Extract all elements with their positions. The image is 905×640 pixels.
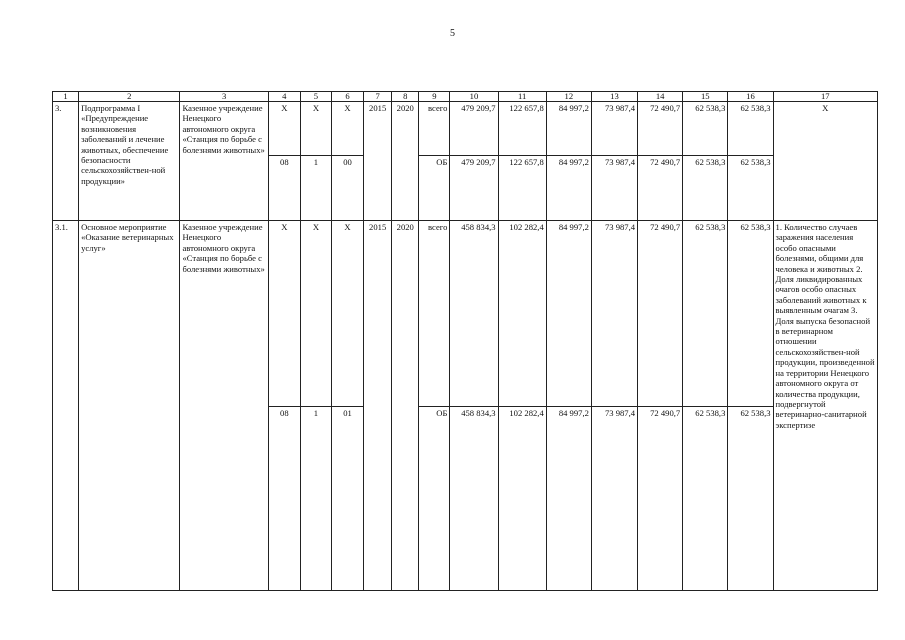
header-cell: 10 (450, 92, 498, 102)
header-cell: 2 (79, 92, 180, 102)
value-cell: 73 987,4 (591, 221, 637, 407)
value-cell: 73 987,4 (591, 102, 637, 156)
header-cell: 9 (419, 92, 450, 102)
value-cell: 72 490,7 (638, 156, 683, 221)
value-cell: 62 538,3 (728, 407, 773, 591)
row-number: 3. (53, 102, 79, 221)
code-cell: 1 (300, 156, 331, 221)
value-cell: 122 657,8 (498, 156, 546, 221)
program-name: Подпрограмма I «Предупреждение возникновения заболеваний и лечение животных, обеспечение безопасности сельскохозяйствен-ной продукции» (79, 102, 180, 221)
row-number: 3.1. (53, 221, 79, 591)
value-cell: 62 538,3 (728, 156, 773, 221)
header-cell: 5 (300, 92, 331, 102)
value-cell: 72 490,7 (638, 407, 683, 591)
value-cell: 458 834,3 (450, 221, 498, 407)
code-cell: X (300, 102, 331, 156)
code-cell: X (268, 221, 300, 407)
code-cell: 01 (331, 407, 363, 591)
value-cell: 122 657,8 (498, 102, 546, 156)
value-cell: 84 997,2 (546, 221, 591, 407)
source-cell: всего (419, 221, 450, 407)
header-cell: 4 (268, 92, 300, 102)
code-cell: X (300, 221, 331, 407)
code-cell: X (331, 102, 363, 156)
header-cell: 1 (53, 92, 79, 102)
value-cell: 84 997,2 (546, 156, 591, 221)
value-cell: 62 538,3 (683, 407, 728, 591)
source-cell: ОБ (419, 407, 450, 591)
end-year: 2020 (392, 221, 419, 591)
header-cell: 14 (638, 92, 683, 102)
value-cell: 479 209,7 (450, 102, 498, 156)
executor: Казенное учреждение Ненецкого автономного округа «Станция по борьбе с болезнями животных» (180, 221, 268, 591)
executor: Казенное учреждение Ненецкого автономного округа «Станция по борьбе с болезнями животных» (180, 102, 268, 221)
value-cell: 62 538,3 (683, 221, 728, 407)
value-cell: 458 834,3 (450, 407, 498, 591)
code-cell: 00 (331, 156, 363, 221)
program-name: Основное мероприятие «Оказание ветеринарных услуг» (79, 221, 180, 591)
header-cell: 3 (180, 92, 268, 102)
value-cell: 72 490,7 (638, 221, 683, 407)
value-cell: 62 538,3 (683, 102, 728, 156)
header-cell: 7 (364, 92, 392, 102)
code-cell: 08 (268, 407, 300, 591)
value-cell: 62 538,3 (683, 156, 728, 221)
value-cell: 102 282,4 (498, 407, 546, 591)
value-cell: 84 997,2 (546, 102, 591, 156)
value-cell: 102 282,4 (498, 221, 546, 407)
value-cell: 73 987,4 (591, 407, 637, 591)
header-cell: 16 (728, 92, 773, 102)
value-cell: 62 538,3 (728, 102, 773, 156)
code-cell: X (268, 102, 300, 156)
table-row (53, 102, 878, 156)
indicator-cell: X (773, 102, 877, 221)
source-cell: всего (419, 102, 450, 156)
end-year: 2020 (392, 102, 419, 221)
header-cell: 15 (683, 92, 728, 102)
value-cell: 73 987,4 (591, 156, 637, 221)
value-cell: 62 538,3 (728, 221, 773, 407)
header-cell: 17 (773, 92, 877, 102)
header-cell: 11 (498, 92, 546, 102)
source-cell: ОБ (419, 156, 450, 221)
value-cell: 72 490,7 (638, 102, 683, 156)
start-year: 2015 (364, 102, 392, 221)
code-cell: 1 (300, 407, 331, 591)
header-cell: 8 (392, 92, 419, 102)
program-table (52, 91, 878, 591)
table-row (53, 221, 878, 407)
value-cell: 84 997,2 (546, 407, 591, 591)
header-cell: 6 (331, 92, 363, 102)
code-cell: 08 (268, 156, 300, 221)
page-number: 5 (450, 28, 455, 39)
header-cell: 12 (546, 92, 591, 102)
code-cell: X (331, 221, 363, 407)
start-year: 2015 (364, 221, 392, 591)
value-cell: 479 209,7 (450, 156, 498, 221)
header-row (53, 92, 878, 102)
indicator-cell: 1. Количество случаев заражения населения особо опасными болезнями, общими для человека и животных 2. Доля ликвидированных очагов особо опасных заболеваний животных к выявленным очагам 3. Доля выпуска безопасной в ветеринарном отношении сельскохозяйствен-ной продукции, произведенной на территории Ненецкого автономного округа от количества продукции, подвергнутой ветеринарно-санитарной экспертизе (773, 221, 877, 591)
header-cell: 13 (591, 92, 637, 102)
